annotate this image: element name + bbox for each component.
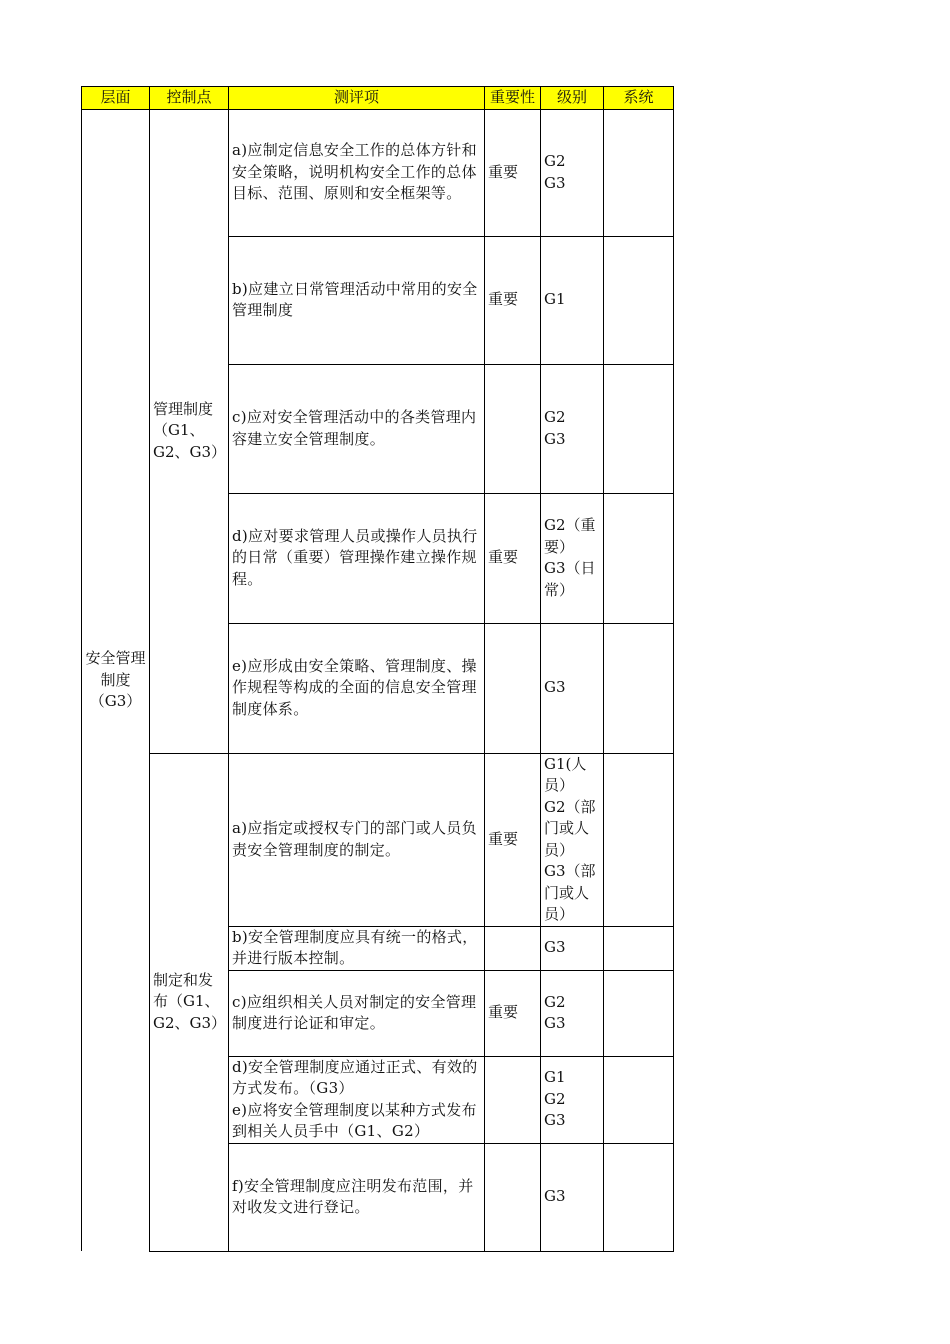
importance-cell: 重要 bbox=[485, 970, 541, 1056]
grade-cell: G2 G3 bbox=[541, 970, 604, 1056]
importance-cell bbox=[485, 926, 541, 970]
evaluation-table bbox=[81, 86, 674, 1252]
system-cell[interactable] bbox=[604, 1056, 674, 1143]
grade-cell: G2 G3 bbox=[541, 364, 604, 493]
header-level: 层面 bbox=[82, 87, 150, 110]
evaluation-item-cell bbox=[229, 1056, 485, 1143]
importance-cell: 重要 bbox=[485, 109, 541, 236]
evaluation-item-text: c)应组织相关人员对制定的安全管理制度进行论证和审定。 bbox=[232, 992, 477, 1032]
header-control-point: 控制点 bbox=[150, 87, 229, 110]
grade-cell: G3 bbox=[541, 926, 604, 970]
table-row bbox=[82, 109, 674, 236]
evaluation-item-cell bbox=[229, 970, 485, 1056]
evaluation-item-cell bbox=[229, 493, 485, 623]
evaluation-item-cell bbox=[229, 364, 485, 493]
grade-cell: G3 bbox=[541, 623, 604, 753]
grade-cell: G3 bbox=[541, 1143, 604, 1251]
grade-cell: G2 G3 bbox=[541, 109, 604, 236]
evaluation-item-text: d)应对要求管理人员或操作人员执行的日常（重要）管理操作建立操作规程。 bbox=[232, 526, 478, 588]
table-row bbox=[82, 753, 674, 926]
importance-cell: 重要 bbox=[485, 493, 541, 623]
system-cell[interactable] bbox=[604, 1143, 674, 1251]
evaluation-item-cell bbox=[229, 623, 485, 753]
importance-cell bbox=[485, 364, 541, 493]
control-point-cell: 制定和发布（G1、G2、G3） bbox=[150, 753, 229, 1251]
header-grade: 级别 bbox=[541, 87, 604, 110]
importance-cell bbox=[485, 623, 541, 753]
grade-cell: G2（重要） G3（日常） bbox=[541, 493, 604, 623]
evaluation-item-text: f)安全管理制度应注明发布范围，并对收发文进行登记。 bbox=[232, 1176, 474, 1216]
header-row bbox=[82, 87, 674, 110]
evaluation-item-text: b)应建立日常管理活动中常用的安全管理制度 bbox=[232, 279, 478, 319]
system-cell[interactable] bbox=[604, 364, 674, 493]
header-evaluation-item: 测评项 bbox=[229, 87, 485, 110]
system-cell[interactable] bbox=[604, 926, 674, 970]
header-importance: 重要性 bbox=[485, 87, 541, 110]
evaluation-table-container bbox=[81, 86, 673, 1252]
header-system: 系统 bbox=[604, 87, 674, 110]
system-cell[interactable] bbox=[604, 623, 674, 753]
evaluation-item-cell bbox=[229, 926, 485, 970]
importance-cell: 重要 bbox=[485, 236, 541, 364]
system-cell[interactable] bbox=[604, 236, 674, 364]
system-cell[interactable] bbox=[604, 493, 674, 623]
importance-cell bbox=[485, 1143, 541, 1251]
grade-cell: G1(人员） G2（部门或人员） G3（部门或人员） bbox=[541, 753, 604, 926]
evaluation-item-cell bbox=[229, 236, 485, 364]
system-cell[interactable] bbox=[604, 970, 674, 1056]
evaluation-item-text: c)应对安全管理活动中的各类管理内容建立安全管理制度。 bbox=[232, 408, 477, 448]
evaluation-item-text: b)安全管理制度应具有统一的格式，并进行版本控制。 bbox=[232, 927, 478, 967]
evaluation-item-cell bbox=[229, 753, 485, 926]
evaluation-item-cell bbox=[229, 1143, 485, 1251]
grade-cell: G1 G2 G3 bbox=[541, 1056, 604, 1143]
system-cell[interactable] bbox=[604, 753, 674, 926]
level-cell: 安全管理制度（G3） bbox=[82, 109, 150, 1251]
importance-cell: 重要 bbox=[485, 753, 541, 926]
importance-cell bbox=[485, 1056, 541, 1143]
grade-cell: G1 bbox=[541, 236, 604, 364]
evaluation-item-text: e)应形成由安全策略、管理制度、操作规程等构成的全面的信息安全管理制度体系。 bbox=[232, 656, 477, 718]
control-point-cell: 管理制度（G1、G2、G3） bbox=[150, 109, 229, 753]
system-cell[interactable] bbox=[604, 109, 674, 236]
evaluation-item-text: a)应指定或授权专门的部门或人员负责安全管理制度的制定。 bbox=[232, 819, 477, 859]
evaluation-item-text: a)应制定信息安全工作的总体方针和安全策略，说明机构安全工作的总体目标、范围、原则和安全框架等。 bbox=[232, 141, 477, 203]
evaluation-item-cell bbox=[229, 109, 485, 236]
evaluation-item-text: d)安全管理制度应通过正式、有效的方式发布。（G3） e)应将安全管理制度以某种方式发布到相关人员手中（G1、G2） bbox=[232, 1057, 478, 1140]
